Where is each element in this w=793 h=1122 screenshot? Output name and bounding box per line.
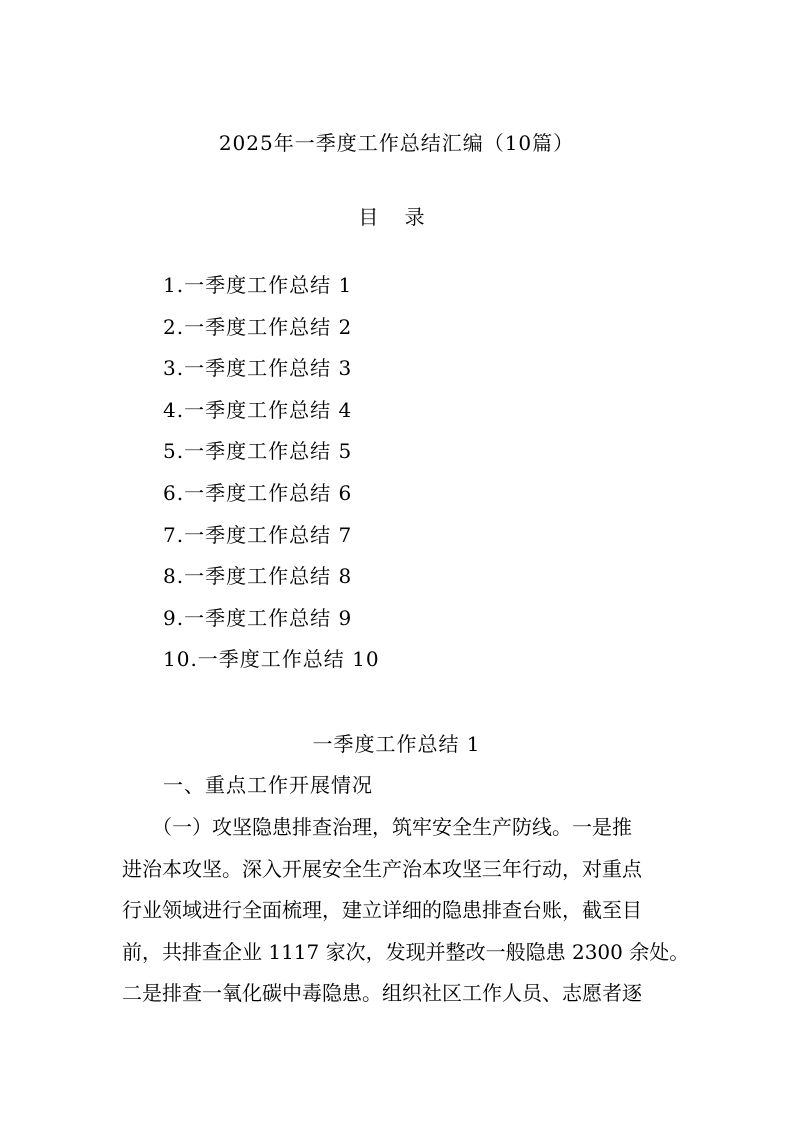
section-title: 一季度工作总结 1	[312, 732, 481, 756]
paragraph-line: 二是排查一氧化碳中毒隐患。组织社区工作人员、志愿者逐	[122, 981, 642, 1006]
paragraph-line: 进治本攻坚。深入开展安全生产治本攻坚三年行动，对重点	[122, 856, 642, 881]
toc-item[interactable]: 2.一季度工作总结 2	[163, 314, 353, 339]
toc-item[interactable]: 3.一季度工作总结 3	[163, 356, 353, 381]
table-of-contents	[163, 270, 380, 686]
toc-item[interactable]: 6.一季度工作总结 6	[163, 480, 353, 505]
paragraph-line: 行业领域进行全面梳理，建立详细的隐患排查台账，截至目	[122, 898, 642, 923]
body-paragraph	[122, 812, 689, 1020]
toc-item[interactable]: 1.一季度工作总结 1	[163, 273, 353, 297]
toc-item[interactable]: 9.一季度工作总结 9	[163, 605, 353, 630]
document-title: 2025年一季度工作总结汇编（10篇）	[218, 131, 575, 155]
toc-item[interactable]: 5.一季度工作总结 5	[163, 439, 353, 464]
section-subheading: 一、重点工作开展情况	[163, 773, 373, 797]
paragraph-line: 前，共排查企业 1117 家次，发现并整改一般隐患 2300 余处。	[122, 939, 690, 964]
toc-item[interactable]: 8.一季度工作总结 8	[163, 564, 353, 589]
toc-item[interactable]: 10.一季度工作总结 10	[163, 647, 380, 672]
toc-item[interactable]: 7.一季度工作总结 7	[163, 522, 353, 547]
paragraph-line: （一）攻坚隐患排查治理，筑牢安全生产防线。一是推	[122, 815, 632, 839]
toc-heading: 目 录	[358, 205, 435, 229]
toc-item[interactable]: 4.一季度工作总结 4	[163, 397, 353, 422]
